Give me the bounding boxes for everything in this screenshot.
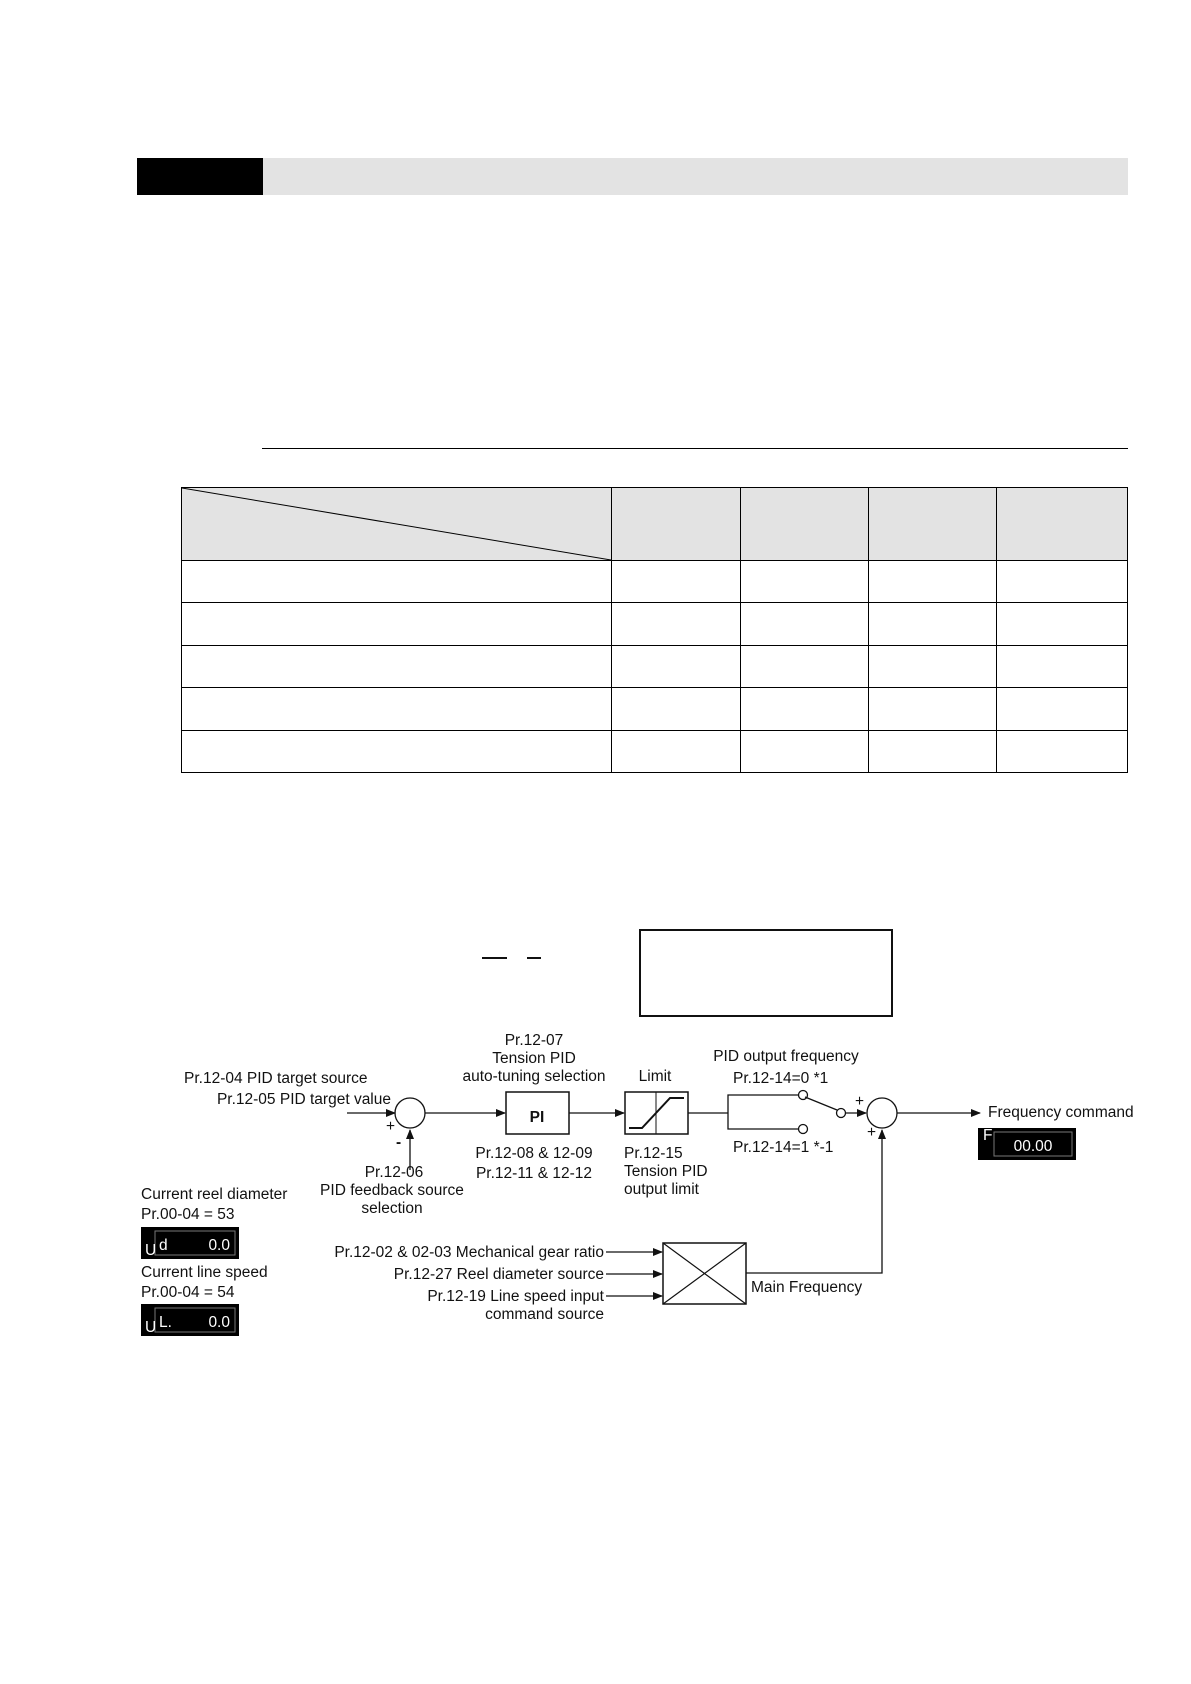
frequency-display xyxy=(978,1127,1076,1160)
feedback-line1: PID feedback source xyxy=(320,1182,464,1199)
switch-branch-lines xyxy=(728,1095,799,1129)
line-speed-display xyxy=(141,1304,239,1336)
line-speed-label: Current line speed xyxy=(141,1264,268,1281)
pid-output-frequency-label: PID output frequency xyxy=(713,1048,859,1065)
feedback-line2: selection xyxy=(361,1200,423,1217)
target-source-label: Pr.12-04 PID target source xyxy=(184,1070,368,1087)
display-reel-value: 0.0 xyxy=(208,1237,230,1254)
main-frequency-label: Main Frequency xyxy=(751,1279,863,1296)
summing-junction-1 xyxy=(395,1098,425,1128)
display-reel-char: d xyxy=(159,1237,168,1254)
display-unit-char: U xyxy=(145,1319,157,1336)
autotune-line1: Tension PID xyxy=(492,1050,576,1067)
limit-label: Limit xyxy=(638,1068,672,1085)
reel-diameter-label: Current reel diameter xyxy=(141,1186,288,1203)
display-prefix: F xyxy=(983,1127,993,1144)
reel-diameter-display xyxy=(141,1227,239,1259)
gear-ratio-label: Pr.12-02 & 02-03 Mechanical gear ratio xyxy=(334,1244,604,1261)
pi-label: PI xyxy=(529,1109,545,1126)
reel-diameter-param: Pr.00-04 = 53 xyxy=(141,1206,235,1223)
display-line-char: L. xyxy=(159,1314,172,1331)
target-value-label: Pr.12-05 PID target value xyxy=(216,1091,391,1108)
switch-contact-1 xyxy=(799,1125,808,1134)
pi-params-2: Pr.12-11 & 12-12 xyxy=(475,1165,593,1182)
frequency-command-label: Frequency command xyxy=(988,1104,1134,1121)
switch-blade xyxy=(805,1097,837,1110)
switch-position-0: Pr.12-14=0 *1 xyxy=(733,1070,829,1087)
reel-source-label: Pr.12-27 Reel diameter source xyxy=(393,1266,604,1283)
minus-sign: - xyxy=(396,1134,402,1151)
limit-line2: output limit xyxy=(624,1181,699,1198)
feedback-param: Pr.12-06 xyxy=(364,1164,424,1181)
display-line-value: 0.0 xyxy=(208,1314,230,1331)
limit-line1: Tension PID xyxy=(624,1163,708,1180)
display-unit-char: U xyxy=(145,1242,157,1259)
note-box xyxy=(640,930,892,1016)
autotune-param: Pr.12-07 xyxy=(504,1032,564,1049)
switch-pivot xyxy=(837,1109,846,1118)
plus-sign: + xyxy=(867,1124,877,1141)
autotune-line2: auto-tuning selection xyxy=(462,1068,606,1085)
switch-position-1: Pr.12-14=1 *-1 xyxy=(733,1139,834,1156)
line-speed-param: Pr.00-04 = 54 xyxy=(141,1284,235,1301)
plus-sign: + xyxy=(855,1093,865,1110)
line-speed-input-label-1: Pr.12-19 Line speed input xyxy=(427,1288,604,1305)
pi-params-1: Pr.12-08 & 12-09 xyxy=(475,1145,593,1162)
limit-param: Pr.12-15 xyxy=(624,1145,683,1162)
plus-sign: + xyxy=(386,1118,396,1135)
display-frequency-value: 00.00 xyxy=(1013,1138,1053,1155)
line-speed-input-label-2: command source xyxy=(485,1306,604,1323)
